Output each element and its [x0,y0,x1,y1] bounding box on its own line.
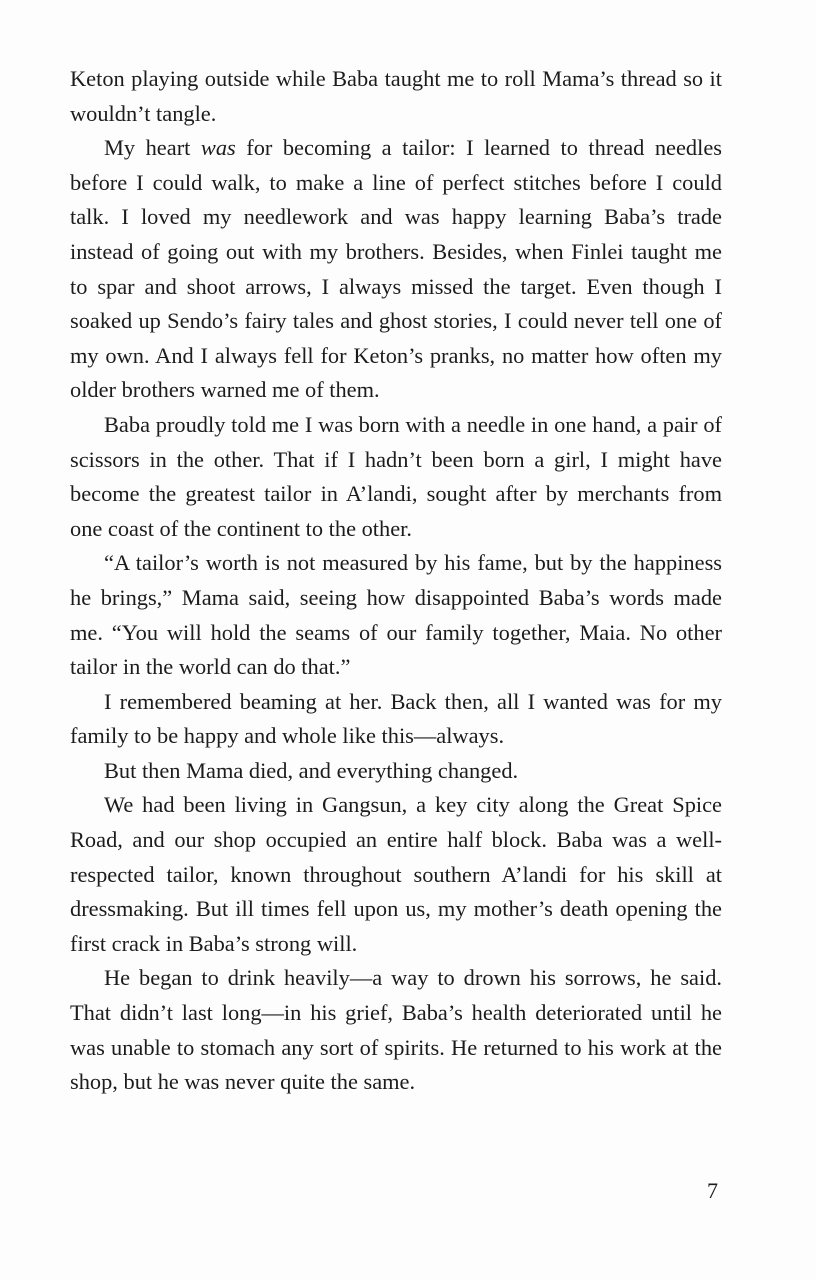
page-number: 7 [707,1178,718,1203]
emphasis-was: was [200,135,236,161]
paragraph-2-start: My heart [104,135,201,161]
paragraph-1: Keton playing outside while Baba taught me to roll Mama’s thread so it wouldn’t tangle. [70,66,722,126]
paragraph-3: Baba proudly told me I was born with a needle in one hand, a pair of scissors in the other. That if I hadn’t been born a girl, I might have become the greatest tailor in A’landi, sought after by merchants from one coast of the continent to the other. [70,411,722,541]
body-text [70,62,722,1100]
paragraph-4: “A tailor’s worth is not measured by his fame, but by the happiness he brings,” Mama said, seeing how disappointed Baba’s words made me. “You will hold the seams of our family together, Maia. No other tailor in the world can do that.” [70,550,722,680]
paragraph-8: He began to drink heavily—a way to drown his sorrows, he said. That didn’t last long—in his grief, Baba’s health deteriorated until he was unable to stomach any sort of spirits. He returned to his work at the shop, but he was never quite the same. [70,965,722,1095]
paragraph-2-rest: for becoming a tailor: I learned to thread needles before I could walk, to make a line of perfect stitches before I could talk. I loved my needlework and was happy learning Baba’s trade instead of going out with my brothers. Besides, when Finlei taught me to spar and shoot arrows, I always missed the target. Even though I soaked up Sendo’s fairy tales and ghost stories, I could never tell one of my own. And I always fell for Keton’s pranks, no matter how often my older brothers warned me of them. [70,135,722,403]
paragraph-2 [70,131,722,408]
paragraph-7: We had been living in Gangsun, a key city along the Great Spice Road, and our shop occupied an entire half block. Baba was a well-respected tailor, known throughout southern A’landi for his skill at dressmaking. But ill times fell upon us, my mother’s death opening the first crack in Baba’s strong will. [70,792,722,956]
paragraph-6: But then Mama died, and everything changed. [104,757,519,783]
paragraph-5: I remembered beaming at her. Back then, all I wanted was for my family to be happy and whole like this—always. [70,688,722,749]
